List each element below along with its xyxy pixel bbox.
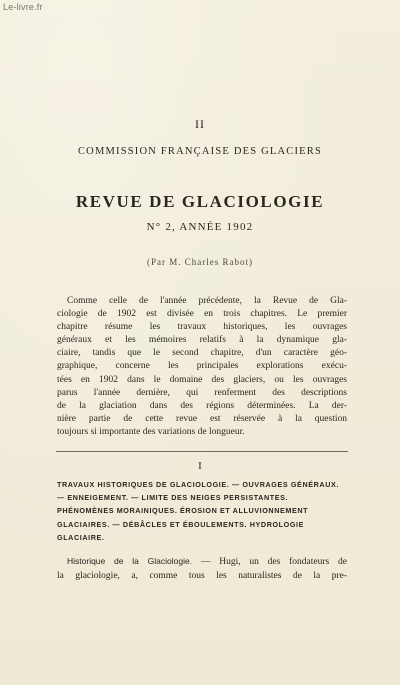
intro-paragraph — [57, 295, 347, 439]
text-line: parus l'année dernière, qui renferment des descriptions — [57, 387, 347, 398]
topic-line: TRAVAUX HISTORIQUES DE GLACIOLOGIE. — OUVRAGES GÉNÉRAUX. — [57, 480, 339, 489]
watermark: Le-livre.fr — [3, 2, 43, 12]
text-line: ciologie de 1902 est divisée en trois chapitres. Le premier — [57, 309, 347, 320]
text-line: la glaciologie, a, comme tous les naturalistes de la pre- — [57, 570, 347, 581]
text-line: Comme celle de l'année précédente, la Revue de Gla- — [67, 296, 347, 306]
text-line: généraux et les mémoires relatifs à la dynamique gla- — [57, 335, 347, 346]
chapter-topics — [57, 478, 349, 544]
text-line — [57, 555, 347, 570]
author-line: (Par M. Charles Rabot) — [147, 257, 253, 267]
text-line: graphique, concerne les principales explorations exécu- — [57, 361, 347, 372]
topic-line: GLACIAIRE. — [57, 532, 105, 542]
text-line: toujours si importante des variations de longueur. — [57, 426, 245, 437]
text-line: ciaire, tandis que le second chapitre, d'un caractère géo- — [57, 348, 347, 359]
section-divider — [56, 451, 348, 452]
page-title: REVUE DE GLACIOLOGIE — [75, 192, 325, 211]
commission-heading: COMMISSION FRANÇAISE DES GLACIERS — [77, 146, 323, 157]
topic-line: GLACIAIRES. — DÉBÂCLES ET ÉBOULEMENTS. HYDROLOGIE — [57, 519, 305, 529]
topic-line: PHÉNOMÈNES MORAINIQUES. ÉROSION ET ALLUVIONNEMENT — [57, 506, 309, 516]
topic-line: — ENNEIGEMENT. — LIMITE DES NEIGES PERSISTANTES. — [57, 493, 289, 503]
section-number: II — [195, 117, 205, 131]
issue-number: N° 2, ANNÉE 1902 — [146, 221, 254, 233]
text-line: chapitre résume les travaux historiques, les ouvrages — [57, 322, 347, 333]
text-line: tées en 1902 dans le domaine des glaciers, ou les ouvrages — [57, 374, 347, 385]
subsection-label: Historique de la Glaciologie. — [67, 556, 193, 566]
text-line: nière partie de cette revue est réservée à la question — [57, 413, 347, 424]
text-fragment: — Hugi, un des fondateurs de — [192, 557, 347, 567]
chapter-numeral: I — [198, 460, 202, 472]
chapter-body — [57, 555, 347, 583]
text-line: de la glaciation dans des régions déterminées. La der- — [57, 400, 347, 411]
